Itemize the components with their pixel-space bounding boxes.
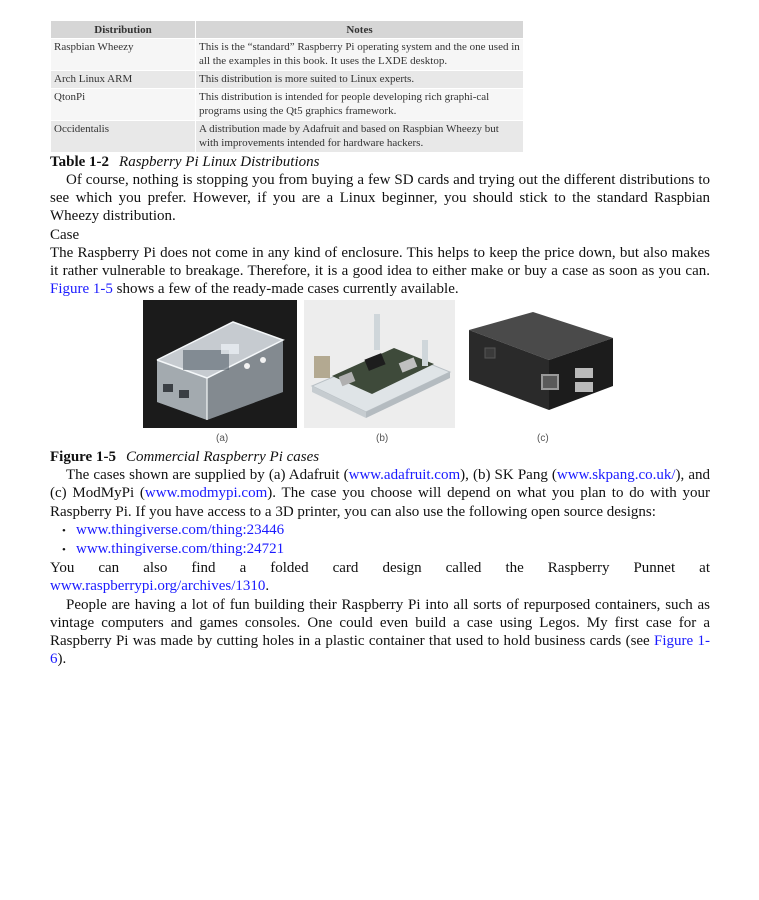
figure-1-6-link[interactable]: Figure 1-6 — [50, 633, 710, 668]
figure-sublabel-c: (c) — [537, 433, 549, 445]
table-cell-notes: This is the “standard” Raspberry Pi operating system and the one used in all the examples in this book. It uses the LXDE desktop. — [196, 39, 524, 71]
table-row — [51, 39, 524, 71]
text-run: ). — [57, 651, 67, 668]
table-cell-name: Occidentalis — [51, 121, 196, 153]
thingiverse-link-2[interactable]: www.thingiverse.com/thing:24721 — [76, 541, 285, 558]
punnet-line-end — [50, 577, 710, 595]
bullet-icon: • — [62, 544, 66, 557]
word: Raspberry — [547, 560, 610, 577]
thingiverse-link-1[interactable]: www.thingiverse.com/thing:23446 — [76, 521, 285, 538]
text-run: shows a few of the ready-made cases currently available. — [112, 281, 459, 298]
text-run: ). The case you choose will depend on what you plan to do with your Raspberry Pi. If you have access to a 3D printer, you can also use the following open source designs: — [50, 485, 710, 520]
table-caption-label: Table 1-2 — [50, 154, 110, 170]
table-header-distribution: Distribution — [51, 21, 196, 39]
word: the — [505, 560, 524, 577]
table-cell-name: Arch Linux ARM — [51, 71, 196, 89]
word: Punnet — [633, 560, 676, 577]
clear-case-illustration — [143, 300, 297, 428]
raspberrypi-archives-link[interactable]: www.raspberrypi.org/archives/1310 — [50, 578, 266, 595]
page — [50, 20, 710, 668]
table-row — [51, 121, 524, 153]
table-header-notes: Notes — [196, 21, 524, 39]
word: card — [332, 560, 359, 577]
list-item — [62, 521, 710, 540]
figure-caption-label: Figure 1-5 — [50, 449, 116, 466]
thingiverse-list — [50, 521, 710, 559]
text-run: ), and (c) ModMyPi ( — [50, 467, 711, 502]
section-heading-case: Case — [50, 226, 80, 243]
word: folded — [270, 560, 309, 577]
word: find — [191, 560, 216, 577]
adafruit-link[interactable]: www.adafruit.com — [348, 467, 461, 484]
list-item — [62, 540, 710, 559]
figure-sublabel-b: (b) — [376, 433, 389, 445]
table-cell-notes: This distribution is more suited to Linux experts. — [196, 71, 524, 89]
modmypi-link[interactable]: www.modmypi.com — [144, 485, 268, 502]
word: You — [50, 560, 75, 577]
figure-caption — [50, 448, 710, 466]
word: at — [699, 560, 710, 577]
word: design — [382, 560, 422, 577]
text-run: People are having a lot of fun building their Raspberry Pi into all sorts of repurposed containers, such as vintage computers and games consoles. One could even build a case using Legos. My first case for a Raspberry Pi was made by cutting holes in a plastic container that used to hold business cards (see — [50, 596, 710, 650]
photo-modmypi-case — [463, 300, 617, 428]
table-cell-notes: A distribution made by Adafruit and based on Raspbian Wheezy but with improvements intended for hardware hackers. — [196, 121, 524, 153]
black-case-illustration — [463, 300, 617, 428]
text-run: The Raspberry Pi does not come in any kind of enclosure. This helps to keep the price down, but also makes it rather vulnerable to breakage. Therefore, it is a good idea to either make or buy a case as soon as you can. — [50, 244, 710, 279]
text-run: The cases shown are supplied by (a) Adafruit ( — [66, 467, 349, 484]
bullet-icon: • — [62, 524, 66, 537]
paragraph-case-suppliers — [50, 466, 710, 521]
table-cell-notes: This distribution is intended for people developing rich graphi-cal programs using the Qt5 graphics framework. — [196, 89, 524, 121]
board-base-illustration — [304, 300, 455, 428]
table-caption — [50, 153, 710, 171]
photo-skpang-case — [304, 300, 455, 428]
skpang-link[interactable]: www.skpang.co.uk/ — [556, 467, 676, 484]
text-run: . — [265, 578, 270, 595]
table-cell-name: QtonPi — [51, 89, 196, 121]
word: a — [239, 560, 247, 577]
word: can — [98, 560, 120, 577]
figure-caption-title: Commercial Raspberry Pi cases — [125, 449, 320, 466]
photo-adafruit-case — [143, 300, 297, 428]
punnet-line — [50, 559, 710, 577]
paragraph-distributions: Of course, nothing is stopping you from buying a few SD cards and trying out the different distributions to see which you prefer. However, if you are a Linux beginner, you should stick to the standard Raspbian Wheezy distribution. — [50, 172, 710, 225]
paragraph-case-intro — [50, 244, 710, 299]
word: also — [143, 560, 168, 577]
distributions-table — [50, 20, 524, 153]
word: called — [445, 560, 482, 577]
figure-sublabel-a: (a) — [216, 433, 229, 445]
table-caption-title: Raspberry Pi Linux Distributions — [119, 154, 320, 170]
paragraph-repurposed — [50, 596, 710, 669]
table-cell-name: Raspbian Wheezy — [51, 39, 196, 71]
figure-1-5-link[interactable]: Figure 1-5 — [50, 281, 113, 298]
text-run: ), (b) SK Pang ( — [460, 467, 557, 484]
table-row — [51, 89, 524, 121]
table-row — [51, 71, 524, 89]
figure-cases — [50, 300, 710, 448]
